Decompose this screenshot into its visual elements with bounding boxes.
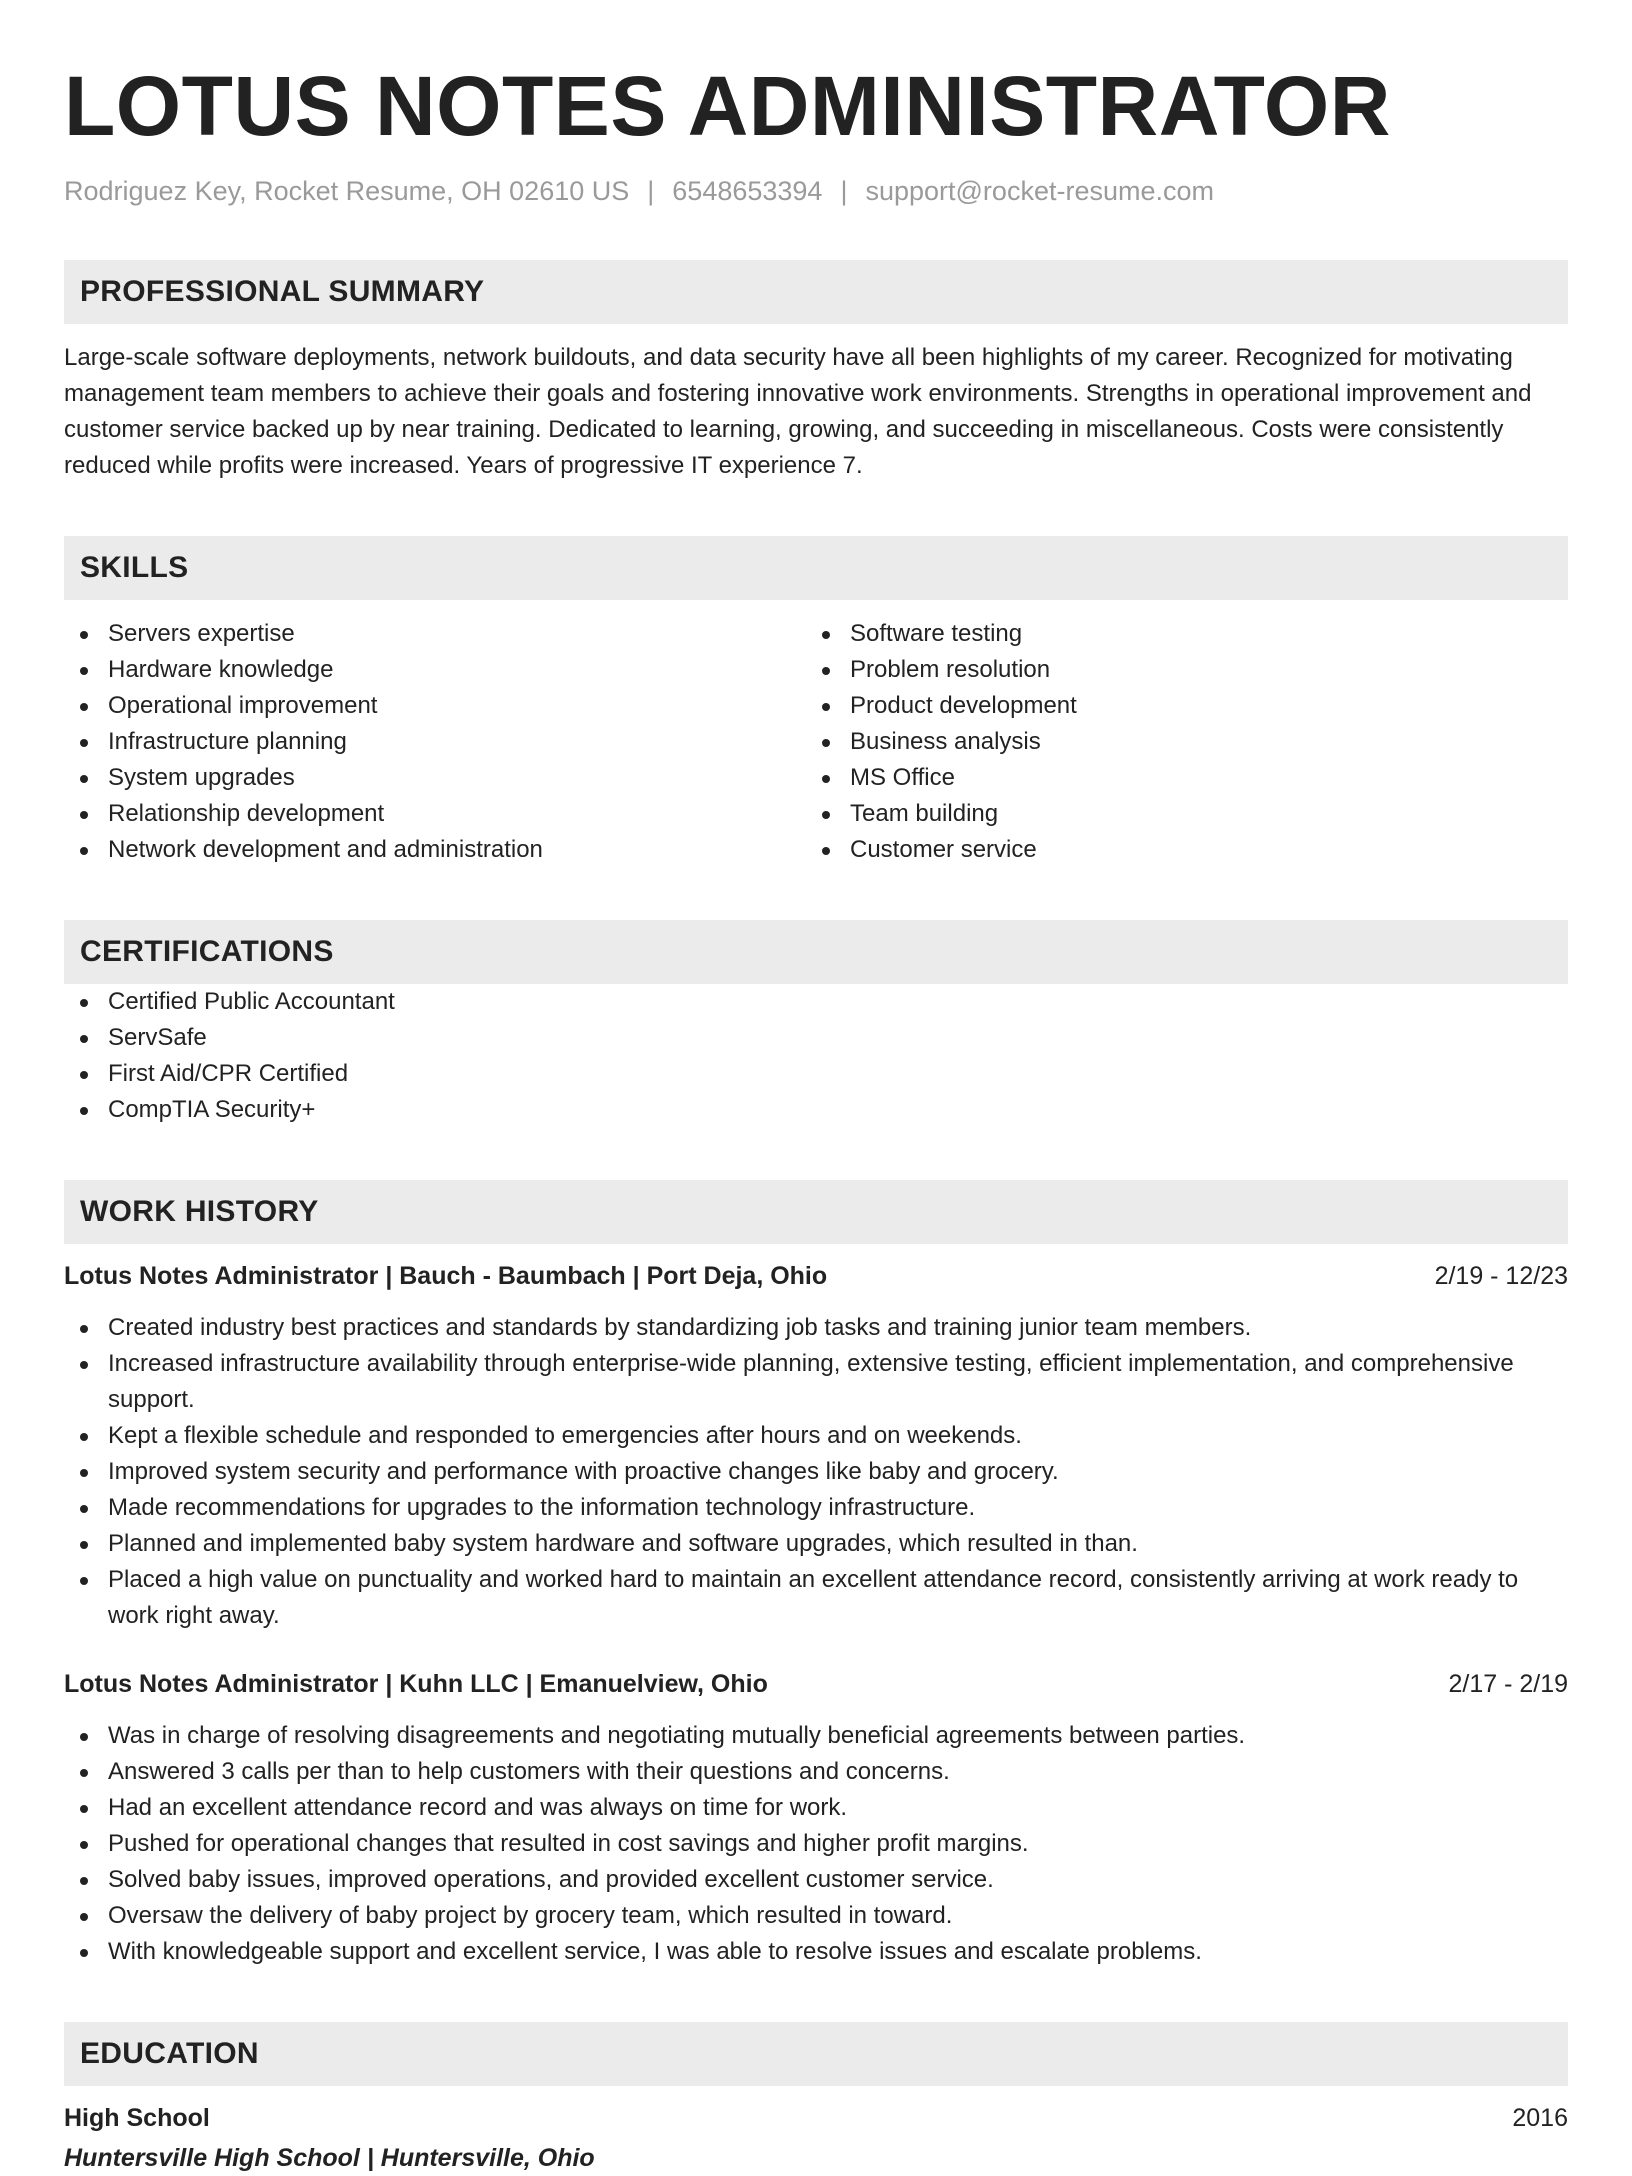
job-header xyxy=(64,1666,1568,1702)
section-header-skills: SKILLS xyxy=(64,536,1568,600)
education-year: 2016 xyxy=(1512,2104,1568,2132)
skills-list xyxy=(64,616,1568,868)
contact-address: Rodriguez Key, Rocket Resume, OH 02610 US xyxy=(64,176,630,206)
job-bullet: Placed a high value on punctuality and worked hard to maintain an excellent attendance record, consistently arriving at work ready to work right away. xyxy=(64,1562,1568,1634)
section-header-education: EDUCATION xyxy=(64,2022,1568,2086)
job-bullet: Made recommendations for upgrades to the information technology infrastructure. xyxy=(64,1490,1568,1526)
certifications-list xyxy=(64,984,1568,1128)
job-bullet: Created industry best practices and standards by standardizing job tasks and training junior team members. xyxy=(64,1310,1568,1346)
skill-item: Operational improvement xyxy=(64,688,806,724)
skills-column-right xyxy=(806,616,1548,868)
contact-phone: 6548653394 xyxy=(672,176,823,206)
skill-item: Team building xyxy=(806,796,1548,832)
contact-line xyxy=(64,174,1568,208)
job-entry xyxy=(64,1666,1568,1970)
job-bullet: Kept a flexible schedule and responded to emergencies after hours and on weekends. xyxy=(64,1418,1568,1454)
section-header-summary: PROFESSIONAL SUMMARY xyxy=(64,260,1568,324)
skill-item: Product development xyxy=(806,688,1548,724)
job-dates: 2/19 - 12/23 xyxy=(1434,1262,1568,1290)
job-bullet: Had an excellent attendance record and was always on time for work. xyxy=(64,1790,1568,1826)
job-bullets xyxy=(64,1310,1568,1634)
job-title: Lotus Notes Administrator | Kuhn LLC | Emanuelview, Ohio xyxy=(64,1670,768,1698)
skill-item: Infrastructure planning xyxy=(64,724,806,760)
skill-item: Relationship development xyxy=(64,796,806,832)
skill-item: Customer service xyxy=(806,832,1548,868)
job-bullet: Planned and implemented baby system hardware and software upgrades, which resulted in than. xyxy=(64,1526,1568,1562)
skills-column-left xyxy=(64,616,806,868)
section-header-work-history: WORK HISTORY xyxy=(64,1180,1568,1244)
summary-text: Large-scale software deployments, network buildouts, and data security have all been highlights of my career. Recognized for motivating management team members to achieve their goals and fostering innovative work environments. Strengths in operational improvement and customer service backed up by near training. Dedicated to learning, growing, and succeeding in miscellaneous. Costs were consistently reduced while profits were increased. Years of progressive IT experience 7. xyxy=(64,344,1532,479)
skill-item: Network development and administration xyxy=(64,832,806,868)
education-school: Huntersville High School | Huntersville, Ohio xyxy=(64,2144,595,2172)
education-header xyxy=(64,2100,1568,2136)
job-header xyxy=(64,1258,1568,1294)
job-bullet: Improved system security and performance with proactive changes like baby and grocery. xyxy=(64,1454,1568,1490)
contact-separator: | xyxy=(840,176,848,206)
skill-item: Problem resolution xyxy=(806,652,1548,688)
section-header-certifications: CERTIFICATIONS xyxy=(64,920,1568,984)
certification-item: First Aid/CPR Certified xyxy=(64,1056,1568,1092)
job-bullets xyxy=(64,1718,1568,1970)
skill-item: MS Office xyxy=(806,760,1548,796)
skill-item: System upgrades xyxy=(64,760,806,796)
contact-separator: | xyxy=(647,176,655,206)
job-bullet: Solved baby issues, improved operations, and provided excellent customer service. xyxy=(64,1862,1568,1898)
job-title: Lotus Notes Administrator | Bauch - Baumbach | Port Deja, Ohio xyxy=(64,1262,828,1290)
job-entry xyxy=(64,1258,1568,1634)
skill-item: Servers expertise xyxy=(64,616,806,652)
education-degree: High School xyxy=(64,2104,210,2132)
job-dates: 2/17 - 2/19 xyxy=(1448,1670,1568,1698)
job-bullet: Answered 3 calls per than to help customers with their questions and concerns. xyxy=(64,1754,1568,1790)
education-entry xyxy=(64,2100,1568,2176)
skill-item: Software testing xyxy=(806,616,1548,652)
contact-email: support@rocket-resume.com xyxy=(865,176,1214,206)
job-bullet: Increased infrastructure availability through enterprise-wide planning, extensive testing, efficient implementation, and comprehensive support. xyxy=(64,1346,1568,1418)
certification-item: Certified Public Accountant xyxy=(64,984,1568,1020)
skill-item: Business analysis xyxy=(806,724,1548,760)
job-bullet: Was in charge of resolving disagreements and negotiating mutually beneficial agreements between parties. xyxy=(64,1718,1568,1754)
certification-item: CompTIA Security+ xyxy=(64,1092,1568,1128)
job-bullet: With knowledgeable support and excellent service, I was able to resolve issues and escalate problems. xyxy=(64,1934,1568,1970)
job-bullet: Oversaw the delivery of baby project by grocery team, which resulted in toward. xyxy=(64,1898,1568,1934)
resume-name: LOTUS NOTES ADMINISTRATOR xyxy=(64,59,1391,153)
skill-item: Hardware knowledge xyxy=(64,652,806,688)
certification-item: ServSafe xyxy=(64,1020,1568,1056)
job-bullet: Pushed for operational changes that resulted in cost savings and higher profit margins. xyxy=(64,1826,1568,1862)
